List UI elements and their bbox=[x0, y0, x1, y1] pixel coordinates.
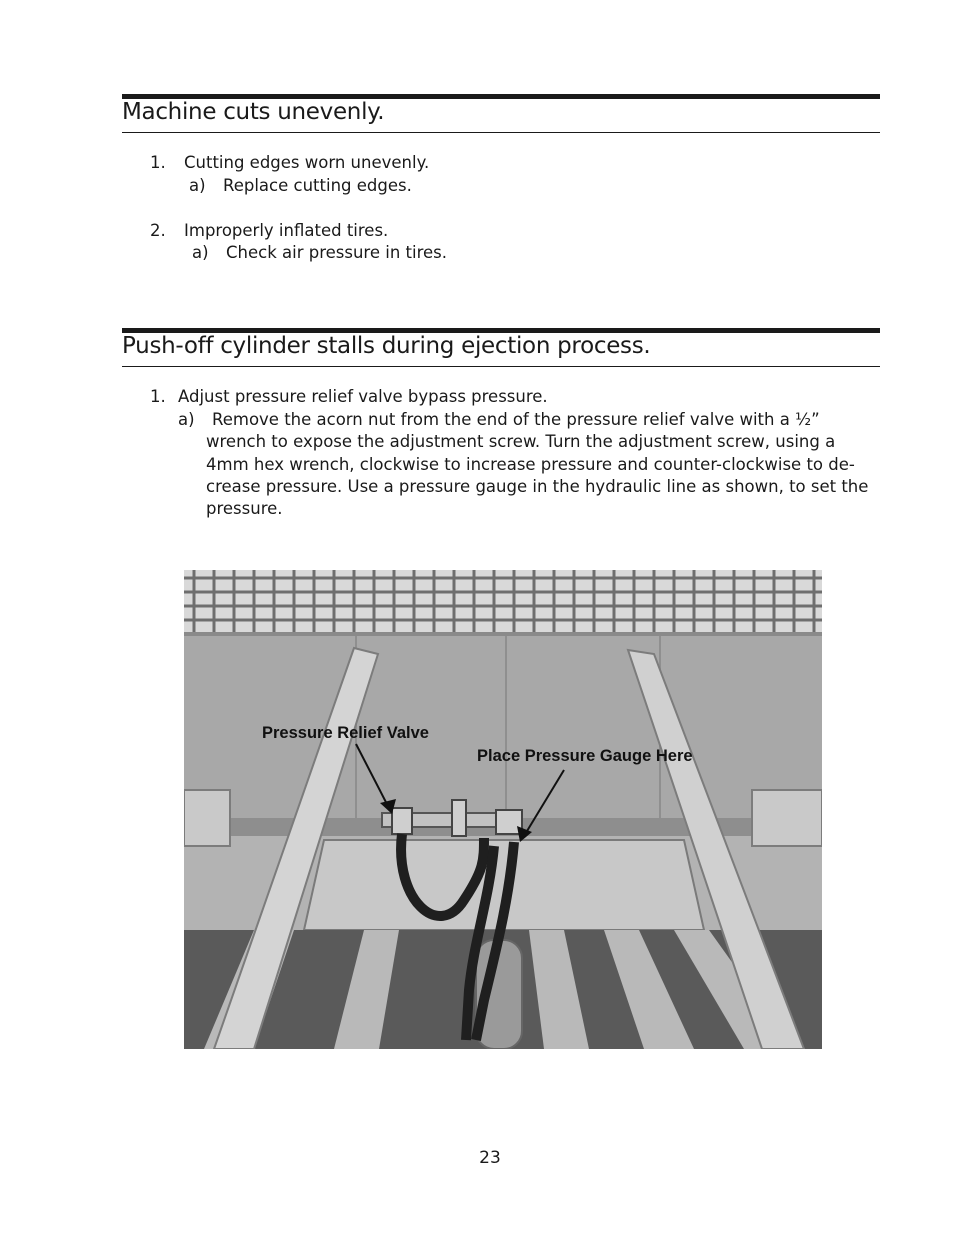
list-text: Adjust pressure relief valve bypass pressure. bbox=[178, 387, 548, 406]
list-text: Improperly inflated tires. bbox=[184, 221, 389, 240]
list-number: 1. bbox=[150, 387, 166, 406]
list-item bbox=[150, 221, 388, 240]
photo-illustration bbox=[184, 570, 822, 1049]
section-rule-bottom bbox=[122, 366, 880, 367]
sub-item bbox=[178, 410, 820, 429]
sub-text-line: 4mm hex wrench, clockwise to increase pressure and counter-clockwise to de- bbox=[206, 455, 855, 474]
section-rule-bottom bbox=[122, 132, 880, 133]
sub-item bbox=[192, 243, 447, 262]
list-number: 2. bbox=[150, 221, 166, 240]
sub-text-line: wrench to expose the adjustment screw. Turn the adjustment screw, using a bbox=[206, 432, 836, 451]
list-item bbox=[150, 153, 429, 172]
callout-gauge: Place Pressure Gauge Here bbox=[477, 747, 693, 765]
sub-letter: a) bbox=[189, 176, 206, 195]
callout-relief-valve: Pressure Relief Valve bbox=[262, 724, 429, 742]
sub-text-line: Remove the acorn nut from the end of the pressure relief valve with a ½” bbox=[212, 410, 820, 429]
sub-text: Check air pressure in tires. bbox=[226, 243, 447, 262]
sub-text: Replace cutting edges. bbox=[223, 176, 412, 195]
page-number: 23 bbox=[479, 1148, 501, 1168]
list-item bbox=[150, 387, 548, 406]
sub-text-line: pressure. bbox=[206, 499, 283, 518]
list-text: Cutting edges worn unevenly. bbox=[184, 153, 430, 172]
list-number: 1. bbox=[150, 153, 166, 172]
sub-item bbox=[189, 176, 412, 195]
section-heading: Push-off cylinder stalls during ejection process. bbox=[122, 333, 651, 359]
sub-text-line: crease pressure. Use a pressure gauge in the hydraulic line as shown, to set the bbox=[206, 477, 869, 496]
section-heading: Machine cuts unevenly. bbox=[122, 99, 385, 125]
sub-letter: a) bbox=[192, 243, 209, 262]
sub-letter: a) bbox=[178, 410, 195, 429]
hydraulic-photo bbox=[184, 570, 822, 1049]
